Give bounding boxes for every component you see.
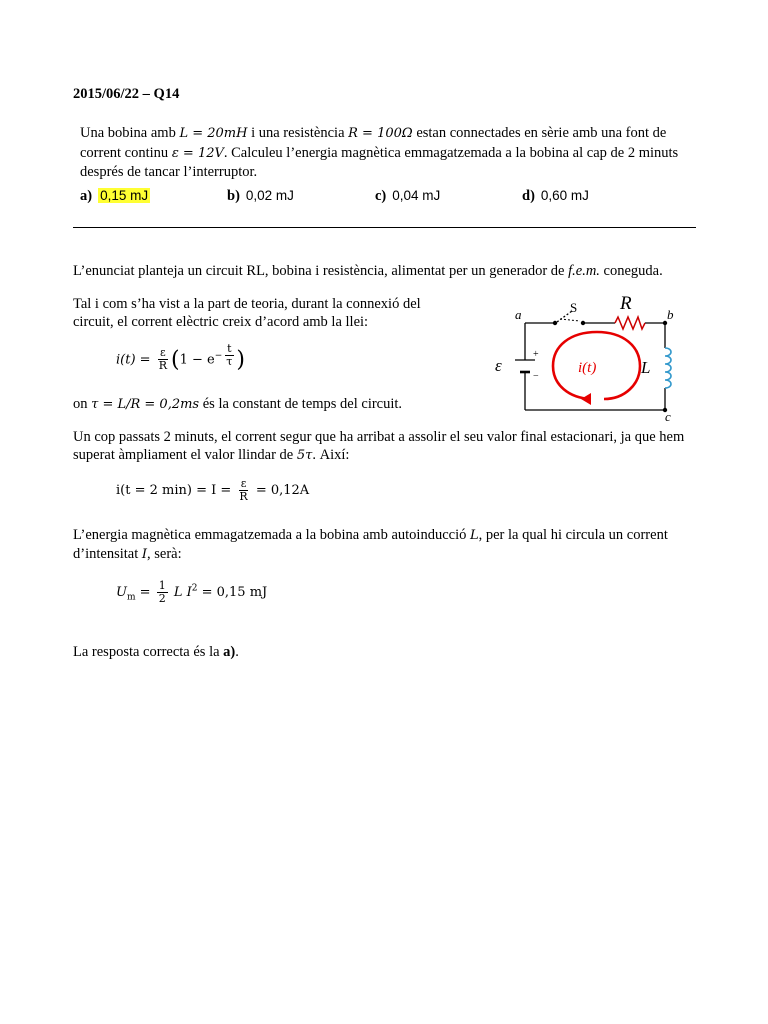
solution-steady-state: Un cop passats 2 minuts, el corrent segur que ha arribat a assolir el seu valor final estacionari, ja que hem superat àmpliament el valor llindar de 5τ. Així: (73, 429, 685, 463)
switch-label: S (570, 300, 578, 315)
node-a-label: a (515, 307, 522, 322)
battery-minus-label: − (533, 371, 539, 382)
option-d: d) 0,60 mJ (522, 188, 589, 204)
current-arrowhead-icon (581, 393, 591, 405)
equation-final-current: i(t = 2 min) = I = $\frac{\varepsilon}{R}$ = 0,12A (116, 477, 310, 503)
solution-energy-text: L’energia magnètica emmagatzemada a la bobina amb autoinducció L, per la qual hi circula un corrent d’intensitat I, serà: (73, 527, 668, 562)
switch-icon (553, 311, 585, 325)
node-b-label: b (667, 307, 674, 322)
option-c: c) 0,04 mJ (375, 188, 441, 204)
solution-answer: La resposta correcta és la a). (73, 644, 239, 660)
option-a: a) 0,15 mJ (80, 188, 149, 204)
current-label: i(t) (578, 360, 597, 376)
current-loop-arrow (553, 332, 640, 399)
resistor-label: R (620, 293, 632, 314)
inductor-icon (665, 348, 671, 388)
emf-label: ε (495, 356, 502, 375)
inductor-label: L (641, 358, 651, 377)
solution-intro: L’enunciat planteja un circuit RL, bobina i resistència, alimentat per un generador de f.e.m. coneguda. (73, 263, 663, 279)
battery-icon (515, 360, 535, 372)
question-statement: Una bobina amb L = 20mH i una resistència R = 100Ω estan connectades en sèrie amb una font de corrent continu ε = 12V. Calculeu l’energia magnètica emmagatzemada a la bobina al cap de 2 minuts després de tancar l’interruptor. (80, 125, 679, 180)
node-c-label: c (665, 409, 671, 424)
section-divider (73, 227, 696, 228)
solution-theory: Tal i com s’ha vist a la part de teoria, durant la connexió del circuit, el corrent elèctric creix d’acord amb la llei: (73, 296, 421, 330)
option-a-value-highlighted: 0,15 mJ (100, 188, 149, 203)
option-b: b) 0,02 mJ (227, 188, 294, 204)
equation-magnetic-energy: $U_m$ = $\frac{1}{2}$ L $I^2 = 0,15$ mJ (116, 579, 268, 605)
rl-circuit-diagram (480, 288, 700, 428)
equation-current-law: i(t) = $\frac{\varepsilon}{R}$ ($1 - e^{- \frac{t}{\tau}}$ ) (116, 342, 245, 373)
battery-plus-label: + (533, 349, 539, 360)
question-title: 2015/06/22 – Q14 (73, 86, 180, 102)
resistor-icon (615, 317, 645, 329)
solution-tau: on τ = L/R = 0,2ms és la constant de temps del circuit. (73, 396, 403, 412)
